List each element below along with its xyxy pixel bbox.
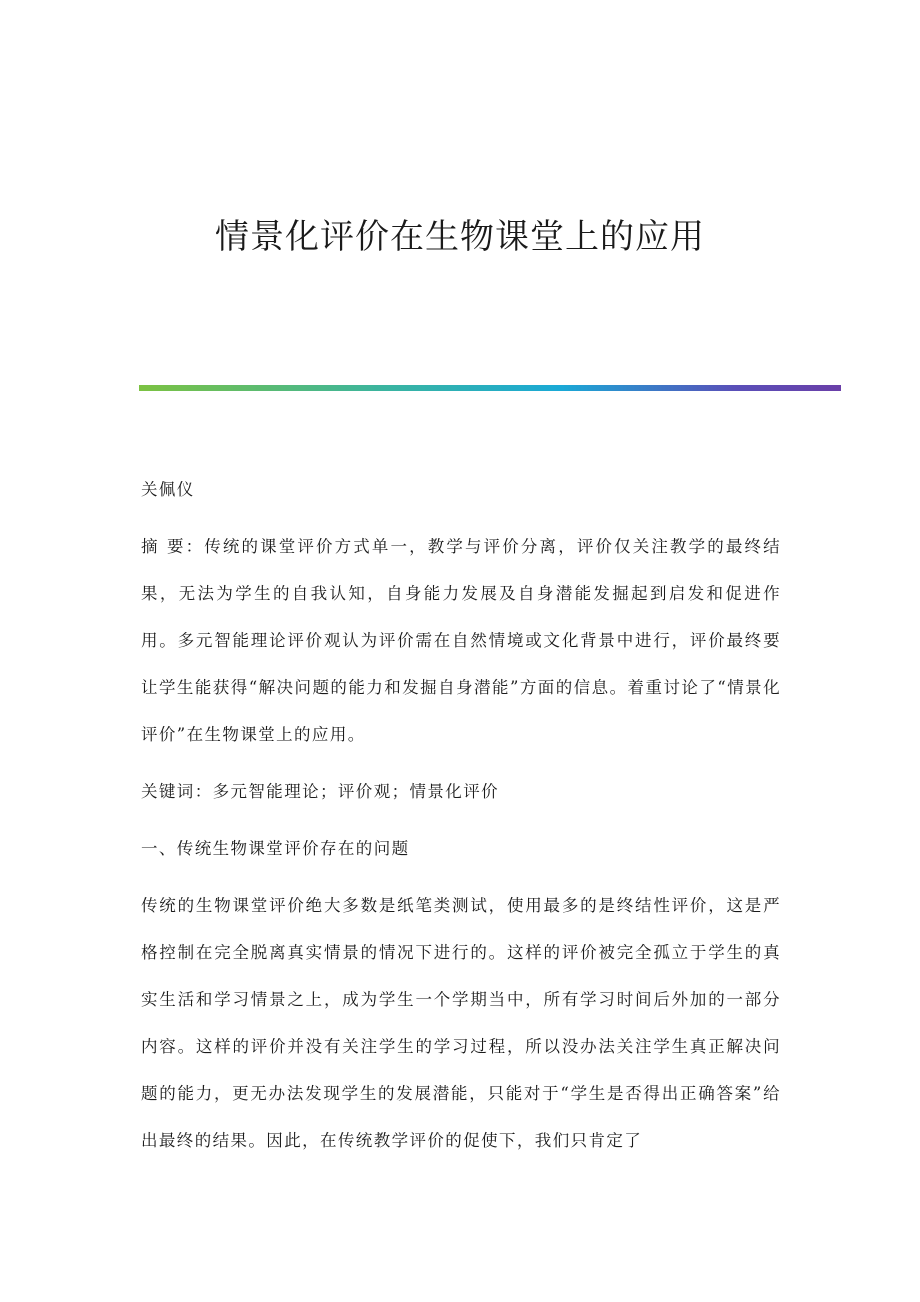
keywords-label: 关键词：: [141, 782, 213, 801]
body-paragraph: 传统的生物课堂评价绝大多数是纸笔类测试，使用最多的是终结性评价，这是严格控制在完全脱离真实情景的情况下进行的。这样的评价被完全孤立于学生的真实生活和学习情景之上，成为学生一个学期当中，所有学习时间后外加的一部分内容。这样的评价并没有关注学生的学习过程，所以没办法关注学生真正解决问题的能力，更无办法发现学生的发展潜能，只能对于“学生是否得出正确答案”给出最终的结果。因此，在传统教学评价的促使下，我们只肯定了: [141, 896, 781, 1150]
keywords-paragraph: [141, 768, 781, 815]
document-title: 情景化评价在生物课堂上的应用: [215, 217, 705, 257]
section-heading: 一、传统生物课堂评价存在的问题: [141, 839, 410, 858]
abstract-label: 摘 要：: [141, 537, 205, 556]
abstract-paragraph: [141, 523, 781, 758]
gradient-divider: [139, 385, 841, 391]
document-body: [141, 466, 781, 1164]
abstract-text: 传统的课堂评价方式单一，教学与评价分离，评价仅关注教学的最终结果，无法为学生的自我认知，自身能力发展及自身潜能发掘起到启发和促进作用。多元智能理论评价观认为评价需在自然情境或文化背景中进行，评价最终要让学生能获得“解决问题的能力和发掘自身潜能”方面的信息。着重讨论了“情景化评价”在生物课堂上的应用。: [141, 537, 781, 744]
keywords-text: 多元智能理论；评价观；情景化评价: [212, 782, 500, 801]
author-name: 关佩仪: [141, 480, 195, 499]
